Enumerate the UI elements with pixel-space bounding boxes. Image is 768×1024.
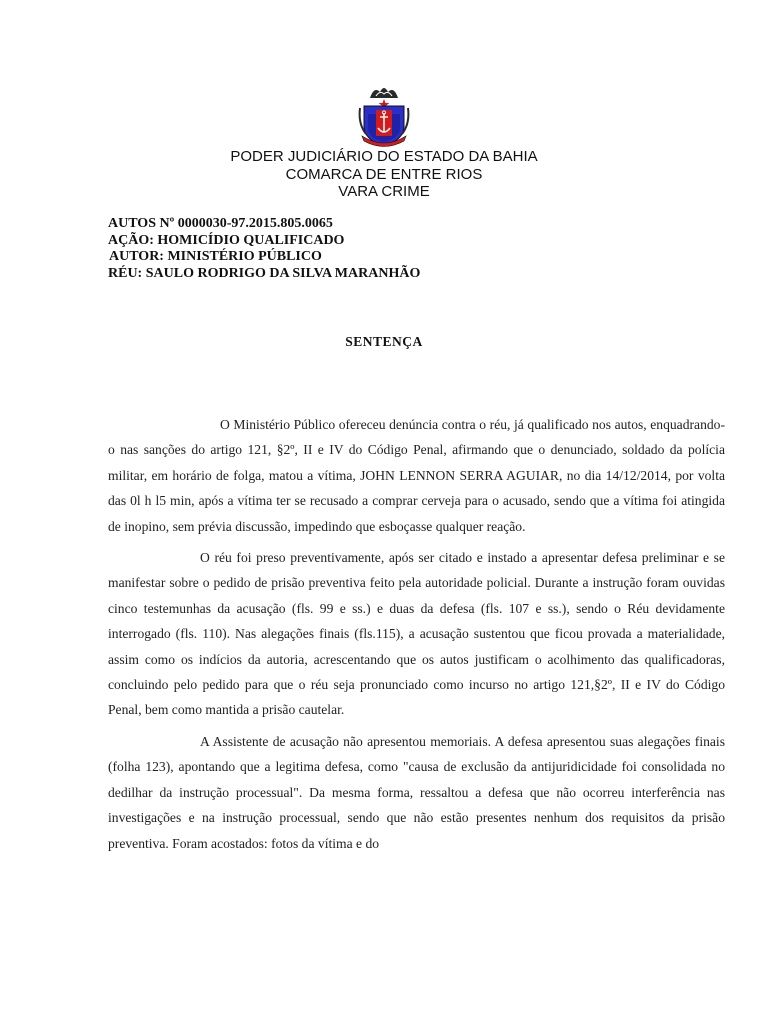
paragraph: A Assistente de acusação não apresentou memoriais. A defesa apresentou suas alegações finais (folha 123), apontando que a legitima defesa, como "causa de exclusão da antijuridicidade foi consolidada no dedilhar da instrução processual". Da mesma forma, ressaltou a defesa que não ocorreu interferência nas investigações e na instrução processual, sendo que não estão presentes nenhum dos requisitos da prisão preventiva. Foram acostados: fotos da vítima e do	[108, 733, 725, 851]
header-line-court: PODER JUDICIÁRIO DO ESTADO DA BAHIA	[230, 148, 538, 165]
case-plaintiff: AUTOR: MINISTÉRIO PÚBLICO	[109, 249, 322, 264]
paragraph: O Ministério Público ofereceu denúncia contra o réu, já qualificado nos autos, enquadrando-o nas sanções do artigo 121, §2º, II e IV do Código Penal, afirmando que o denunciado, soldado da polícia militar, em horário de folga, matou a vítima, JOHN LENNON SERRA AGUIAR, no dia 14/12/2014, por volta das 0l h l5 min, após a vítima ter se recusado a comprar cerveja para o acusado, sendo que a vítima foi atingida de inopino, sem prévia discussão, impedindo que esboçasse qualquer reação.	[108, 417, 725, 534]
paragraph: O réu foi preso preventivamente, após ser citado e instado a apresentar defesa preliminar e se manifestar sobre o pedido de prisão preventiva feito pela autoridade policial. Durante a instrução foram ouvidas cinco testemunhas da acusação (fls. 99 e ss.) e duas da defesa (fls. 107 e ss.), sendo o Réu devidamente interrogado (fls. 110). Nas alegações finais (fls.115), a acusação sustentou que ficou provada a materialidade, assim como os indícios da autoria, acrescentando que os autos justificam o acolhimento das qualificadoras, concluindo pelo pedido para que o réu seja pronunciado como incurso no artigo 121,§2º, II e IV do Código Penal, bem como mantida a prisão cautelar.	[108, 550, 725, 718]
case-action: AÇÃO: HOMICÍDIO QUALIFICADO	[108, 232, 345, 248]
court-header	[0, 148, 768, 201]
case-defendant: RÉU: SAULO RODRIGO DA SILVA MARANHÃO	[108, 265, 421, 281]
header-line-chamber: VARA CRIME	[338, 183, 430, 200]
document-body	[108, 412, 725, 862]
case-metadata	[108, 216, 420, 282]
bahia-coat-of-arms-icon	[358, 84, 410, 148]
document-title: SENTENÇA	[345, 334, 423, 349]
header-line-district: COMARCA DE ENTRE RIOS	[285, 165, 483, 183]
case-number: AUTOS Nº 0000030-97.2015.805.0065	[108, 216, 333, 231]
